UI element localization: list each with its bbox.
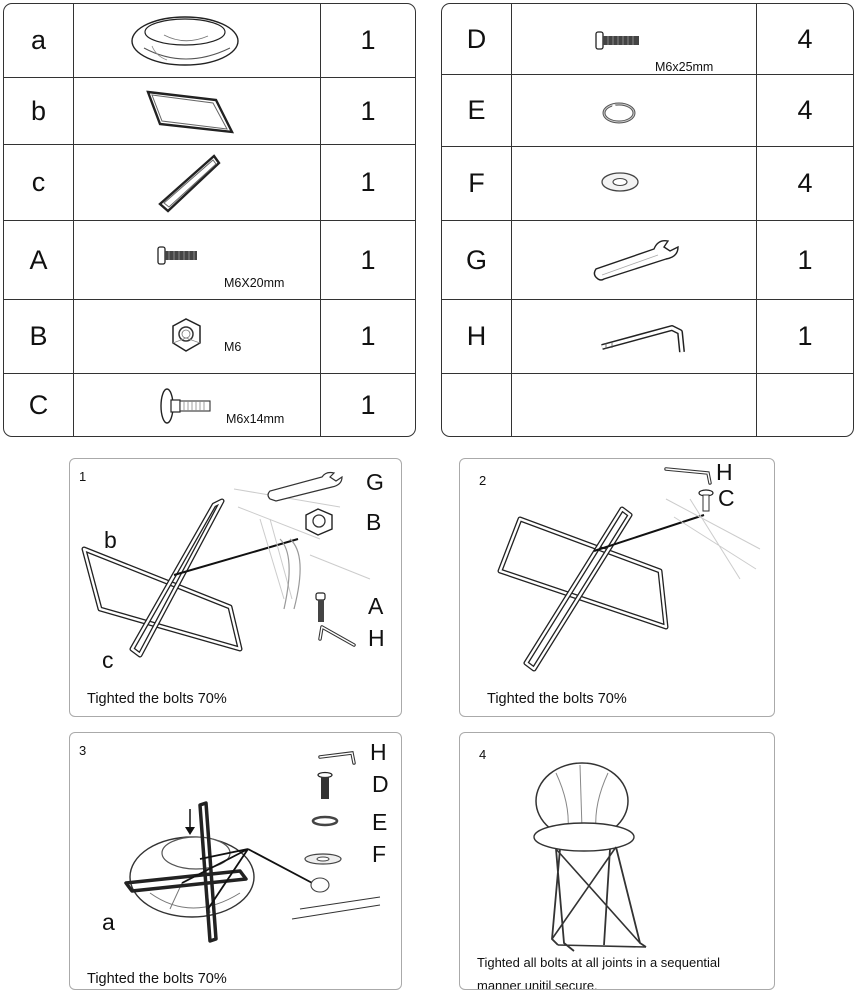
part-picture [511,147,757,220]
part-quantity: 1 [360,25,376,55]
step-caption-line-1: Tighted all bolts at all joints in a sequential [477,955,721,970]
part-row-A [4,221,415,300]
step-caption: Tighted the bolts 70% [87,971,227,987]
part-row-F [442,147,853,221]
step-number: 4 [479,747,487,762]
part-row-D [442,4,853,75]
part-row-H [442,300,853,374]
part-picture [511,75,757,146]
part-quantity: 1 [797,321,813,351]
bolt-icon [512,4,758,75]
label-H: H [368,625,385,651]
label-F: F [372,841,387,867]
part-quantity: 4 [797,23,813,54]
assembly-step-3 [69,732,402,990]
part-quantity: 1 [360,167,376,197]
part-row-E [442,75,853,147]
flat-washer-icon [512,147,758,221]
part-spec: M6x14mm [226,412,285,426]
part-quantity: 1 [360,95,376,126]
part-label: D [466,23,487,54]
frame-assembly-illustration [70,459,402,717]
chair-seat-icon [74,4,322,78]
part-quantity: 4 [797,168,813,198]
label-E: E [372,809,388,835]
part-label: c [31,167,46,197]
label-G: G [366,469,384,495]
part-picture [73,300,321,373]
part-quantity: 1 [360,389,376,420]
part-picture [73,145,321,220]
step-caption: Tighted the bolts 70% [87,691,227,707]
step-number: 2 [479,473,487,488]
step-caption: Tighted the bolts 70% [487,691,627,707]
step-caption-line-2: manner unitil secure. [477,978,598,990]
label-A: A [368,593,384,619]
part-picture-empty [511,374,757,436]
frame-b-icon [74,78,322,145]
part-quantity: 4 [797,95,813,125]
hex-nut-icon [74,300,322,374]
assembly-step-1 [69,458,402,717]
label-a: a [102,909,115,935]
part-spec: M6x25mm [655,60,714,74]
bolt-icon [74,221,322,300]
parts-list-table-left [3,3,416,437]
frame-c-icon [74,145,322,221]
step-number: 3 [79,743,87,758]
label-H: H [370,739,387,765]
parts-list-table-right [441,3,854,437]
part-quantity-empty [757,374,853,436]
part-row-a [4,4,415,78]
part-picture [73,78,321,144]
part-label: b [30,95,47,126]
part-label: E [467,95,486,125]
part-label: B [29,321,48,351]
part-quantity: 1 [797,244,813,275]
part-picture [511,221,757,299]
label-C: C [718,485,735,511]
part-label: H [466,321,487,351]
part-label: F [468,168,485,198]
wrench-icon [512,221,758,300]
label-D: D [372,771,389,797]
assembly-step-4 [459,732,775,990]
part-label-empty [442,374,511,436]
label-B: B [366,509,382,535]
part-spec: M6 [224,340,242,354]
part-row-empty [442,374,853,436]
carriage-bolt-icon [74,374,322,436]
part-picture [73,374,321,436]
allen-key-icon [512,300,758,374]
part-label: G [465,244,487,275]
part-picture [511,4,757,74]
part-picture [73,4,321,77]
part-row-B [4,300,415,374]
label-b: b [104,527,117,553]
label-H: H [716,459,733,485]
part-quantity: 1 [360,244,376,275]
part-label: C [28,389,49,420]
label-c: c [102,647,114,673]
part-spec: M6X20mm [224,276,285,290]
part-label: A [29,244,48,275]
spring-washer-icon [512,75,758,147]
assembly-step-2 [459,458,775,717]
step-caption [477,951,767,990]
part-picture [511,300,757,373]
part-row-b [4,78,415,145]
part-row-c [4,145,415,221]
step-number: 1 [79,469,87,484]
part-row-G [442,221,853,300]
part-row-C [4,374,415,436]
part-picture [73,221,321,299]
part-quantity: 1 [360,321,376,351]
seat-attach-illustration [70,733,402,990]
part-label: a [30,25,47,55]
